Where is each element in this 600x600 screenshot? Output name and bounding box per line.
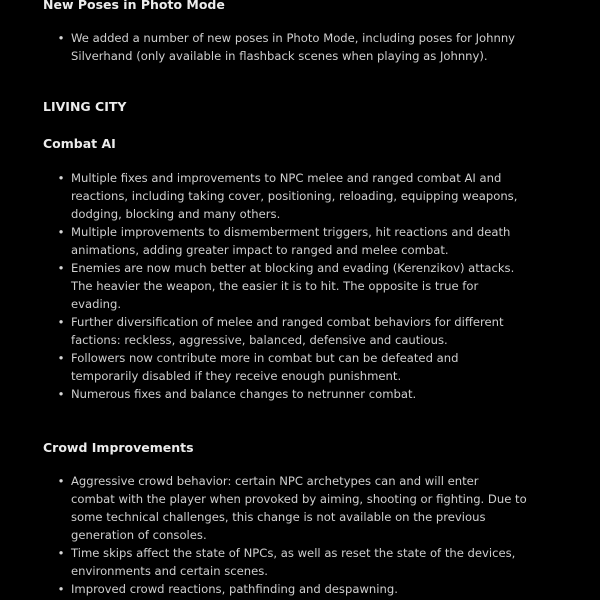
bullet-icon: • — [57, 31, 65, 45]
bullet-icon: • — [57, 225, 65, 239]
photo-mode-heading: New Poses in Photo Mode — [43, 0, 225, 12]
bullet-icon: • — [57, 351, 65, 365]
photo-mode-list — [57, 29, 561, 65]
list-item-text: Improved crowd reactions, pathfinding and despawning. — [71, 582, 398, 596]
list-item — [57, 385, 561, 403]
crowd-improvements-list — [57, 472, 561, 598]
crowd-improvements-heading: Crowd Improvements — [43, 440, 194, 455]
list-item-text: Followers now contribute more in combat but can be defeated and temporarily disabled if they receive enough punishment. — [71, 351, 459, 383]
bullet-icon: • — [57, 315, 65, 329]
bullet-icon: • — [57, 387, 65, 401]
bullet-icon: • — [57, 171, 65, 185]
list-item-text: Multiple fixes and improvements to NPC melee and ranged combat AI and reactions, including taking cover, positioning, reloading, equipping weapons, dodging, blocking and many others. — [71, 171, 518, 221]
list-item — [57, 29, 561, 65]
list-item — [57, 580, 561, 598]
combat-ai-heading: Combat AI — [43, 136, 116, 151]
bullet-icon: • — [57, 582, 65, 596]
list-item-text: Time skips affect the state of NPCs, as well as reset the state of the devices, environments and certain scenes. — [71, 546, 516, 578]
list-item — [57, 544, 561, 580]
list-item-text: We added a number of new poses in Photo Mode, including poses for Johnny Silverhand (only available in flashback scenes when playing as Johnny). — [71, 31, 516, 63]
bullet-icon: • — [57, 474, 65, 488]
list-item — [57, 313, 561, 349]
list-item — [57, 169, 561, 223]
living-city-heading: LIVING CITY — [43, 99, 127, 114]
list-item-text: Enemies are now much better at blocking and evading (Kerenzikov) attacks. The heavier the weapon, the easier it is to hit. The opposite is true for evading. — [71, 261, 515, 311]
list-item — [57, 259, 561, 313]
bullet-icon: • — [57, 546, 65, 560]
list-item-text: Numerous fixes and balance changes to netrunner combat. — [71, 387, 417, 401]
bullet-icon: • — [57, 261, 65, 275]
list-item-text: Multiple improvements to dismemberment triggers, hit reactions and death animations, adding greater impact to ranged and melee combat. — [71, 225, 511, 257]
list-item — [57, 349, 561, 385]
list-item-text: Further diversification of melee and ranged combat behaviors for different factions: reckless, aggressive, balanced, defensive and cautious. — [71, 315, 504, 347]
combat-ai-list — [57, 169, 561, 403]
list-item — [57, 223, 561, 259]
list-item — [57, 472, 561, 544]
list-item-text: Aggressive crowd behavior: certain NPC archetypes can and will enter combat with the player when provoked by aiming, shooting or fighting. Due to some technical challenges, this change is not available on the previous generation of consoles. — [71, 474, 527, 542]
